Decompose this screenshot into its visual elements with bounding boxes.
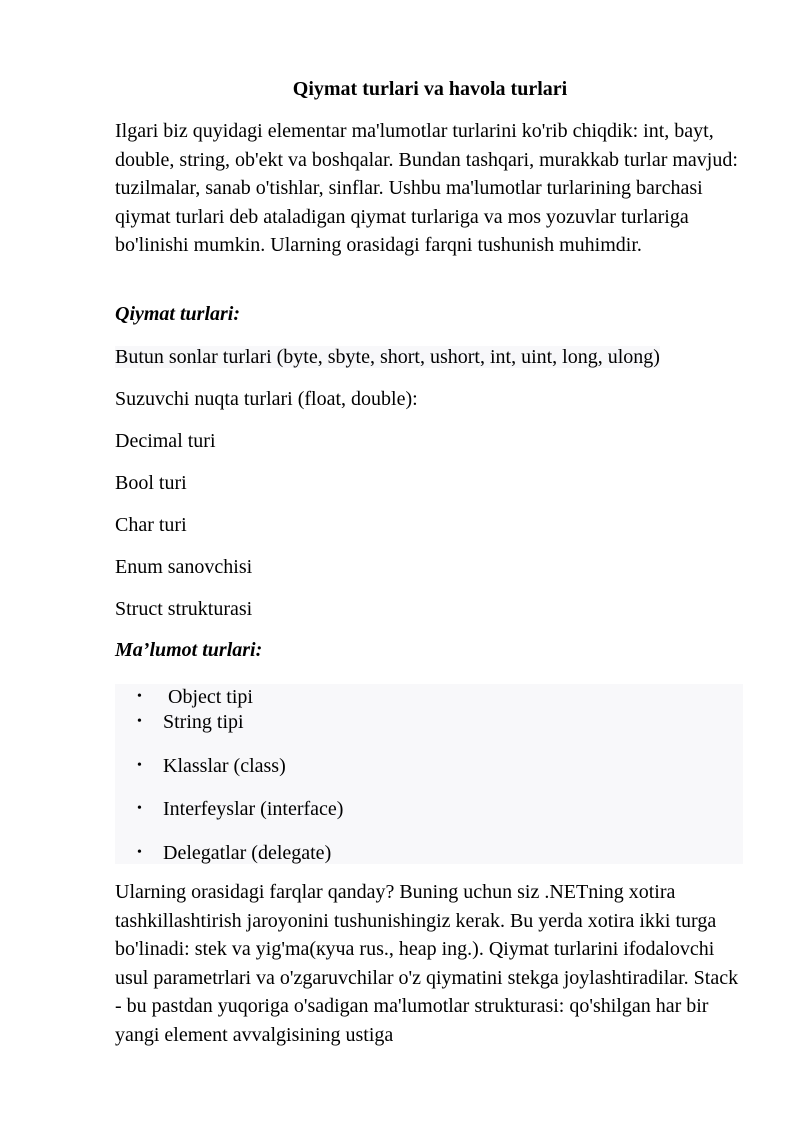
value-type-item: Suzuvchi nuqta turlari (float, double): bbox=[115, 388, 418, 410]
bullet-icon: • bbox=[137, 845, 142, 860]
value-type-item: Bool turi bbox=[115, 472, 187, 494]
bullet-icon: • bbox=[137, 801, 142, 816]
value-types-heading: Qiymat turlari: bbox=[115, 303, 241, 325]
value-type-item: Char turi bbox=[115, 514, 187, 536]
list-item: • Interfeyslar (interface) bbox=[137, 798, 344, 820]
value-type-item: Enum sanovchisi bbox=[115, 556, 253, 578]
bullet-icon: • bbox=[137, 689, 142, 704]
bullet-icon: • bbox=[137, 714, 142, 729]
list-item: • Klasslar (class) bbox=[137, 755, 286, 777]
list-item: • Object tipi bbox=[137, 686, 253, 708]
outro-paragraph: Ularning orasidagi farqlar qanday? Buning uchun siz .NETning xotira tashkillashtirish jaroyonini tushunishingiz kerak. Bu yerda xotira ikki turga bo'linadi: stek va yig'ma(куча rus., heap ing.). Qiymat turlarini ifodalovchi usul parametrlari va o'zgaruvchilar o'z qiymatini stekga joylashtiradilar. Stack - bu pastdan yuqoriga o'sadigan ma'lumotlar strukturasi: qo'shilgan har bir yangi element avvalgisining ustiga bbox=[115, 881, 739, 1046]
data-types-heading: Ma’lumot turlari: bbox=[115, 639, 263, 661]
bullet-icon: • bbox=[137, 758, 142, 773]
page-title: Qiymat turlari va havola turlari bbox=[292, 78, 568, 100]
value-type-item: Struct strukturasi bbox=[115, 598, 253, 620]
value-type-item: Butun sonlar turlari (byte, sbyte, short, ushort, int, uint, long, ulong) bbox=[115, 346, 660, 368]
intro-paragraph: Ilgari biz quyidagi elementar ma'lumotlar turlarini ko'rib chiqdik: int, bayt, double, string, ob'ekt va boshqalar. Bundan tashqari, murakkab turlar mavjud: tuzilmalar, sanab o'tishlar, sinflar. Ushbu ma'lumotlar turlarining barchasi qiymat turlari deb ataladigan qiymat turlariga va mos yozuvlar turlariga bo'linishi mumkin. Ularning orasidagi farqni tushunish muhimdir. bbox=[115, 120, 738, 257]
data-types-list bbox=[115, 684, 743, 864]
value-type-item: Decimal turi bbox=[115, 430, 216, 452]
list-item: • Delegatlar (delegate) bbox=[137, 842, 332, 864]
list-item: • String tipi bbox=[137, 711, 244, 733]
